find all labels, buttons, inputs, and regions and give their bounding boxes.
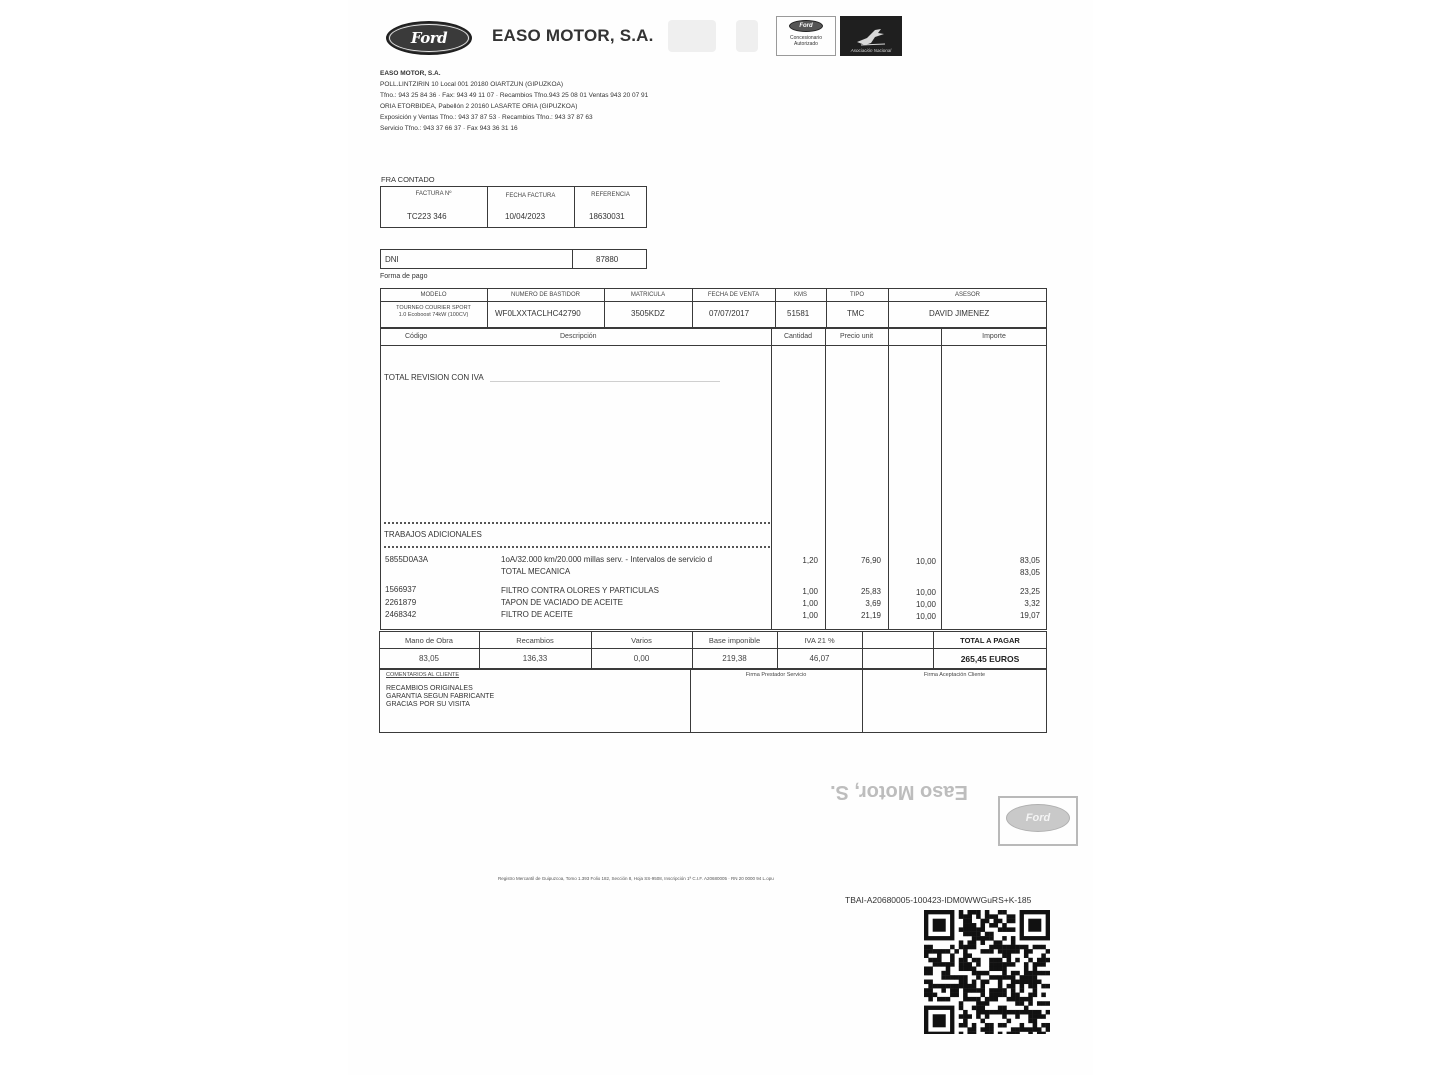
dealer-badge: [776, 16, 836, 56]
ford-logo: [386, 21, 472, 55]
referencia-value: 18630031: [589, 212, 625, 221]
labour-desc: 1oA/32.000 km/20.000 millas serv. - Intervalos de servicio d: [501, 555, 713, 564]
factura-label: FACTURA Nº: [415, 191, 452, 197]
items-header: Importe: [982, 333, 1006, 340]
mano-obra-value: 83,05: [418, 654, 440, 663]
part-discount: 10,00: [915, 600, 936, 609]
labour-price: 76,90: [860, 556, 881, 565]
vehicle-header: TIPO: [849, 292, 864, 298]
firma-prestador-label: Firma Prestador Servicio: [745, 672, 807, 678]
stamp-ford-logo: Ford: [1006, 804, 1070, 832]
dealer-badge-logo: Ford: [789, 20, 823, 32]
total-value: 265,45 EUROS: [960, 654, 1020, 664]
base-value: 219,38: [722, 654, 747, 663]
blurred-area: [736, 20, 758, 52]
vehicle-header: KMS: [793, 292, 807, 298]
association-badge: [840, 16, 902, 56]
part-qty: 1,00: [802, 611, 818, 620]
part-code: 1566937: [385, 585, 417, 594]
labour-amount: 83,05: [1019, 556, 1040, 565]
base-label: Base imponible: [708, 636, 761, 645]
total-label: TOTAL A PAGAR: [960, 636, 1020, 645]
items-header: Cantidad: [783, 333, 813, 340]
total-mecanica-value: 83,05: [1019, 568, 1040, 577]
registry-line: Registro Mercantil de Guipuzcoa, Tomo 1.393 Folio 182, Sección 8, Hoja SS-9508, Inscripción 1ª C.I.F. A20680005 · RN 20 0000 94 L.opu: [498, 876, 774, 881]
vehicle-model: TOURNEO COURIER SPORT: [396, 305, 471, 311]
varios-label: Varios: [631, 636, 652, 645]
part-desc: TAPON DE VACIADO DE ACEITE: [501, 598, 623, 607]
bird-icon: [851, 26, 891, 48]
labour-discount: 10,00: [915, 557, 936, 566]
vehicle-model-engine: 1.0 Ecoboost 74kW (100CV): [398, 312, 469, 318]
comment-line: GRACIAS POR SU VISITA: [386, 701, 470, 708]
dealer-badge-line: Concesionario: [790, 35, 822, 41]
iva-label: IVA 21 %: [804, 636, 835, 645]
vehicle-header: MATRICULA: [630, 292, 666, 298]
vehicle-vin: WF0LXXTACLHC42790: [495, 309, 581, 318]
vehicle-header: MODELO: [420, 292, 447, 298]
vehicle-kms: 51581: [787, 309, 810, 318]
varios-value: 0,00: [633, 654, 650, 663]
invoice-type: FRA CONTADO: [381, 175, 435, 184]
items-header: Código: [405, 333, 428, 340]
recambios-value: 136,33: [522, 654, 548, 663]
part-qty: 1,00: [802, 587, 818, 596]
company-name: EASO MOTOR, S.A.: [380, 70, 441, 77]
fecha-label: FECHA FACTURA: [505, 193, 556, 199]
factura-value: TC223 346: [407, 212, 447, 221]
items-header: Descripción: [560, 333, 597, 340]
blurred-area: [668, 20, 716, 52]
part-discount: 10,00: [915, 612, 936, 621]
recambios-label: Recambios: [516, 636, 554, 645]
referencia-label: REFERENCIA: [591, 192, 630, 198]
vehicle-header: ASESOR: [954, 292, 980, 298]
part-desc: FILTRO CONTRA OLORES Y PARTICULAS: [501, 586, 659, 595]
fecha-value: 10/04/2023: [505, 212, 546, 221]
company-title: EASO MOTOR, S.A.: [492, 26, 654, 45]
vehicle-header: NUMERO DE BASTIDOR: [510, 292, 580, 298]
vehicle-advisor: DAVID JIMENEZ: [929, 309, 990, 318]
part-price: 21,19: [860, 611, 881, 620]
comment-line: RECAMBIOS ORIGINALES: [386, 685, 473, 692]
comments-title: COMENTARIOS AL CLIENTE: [386, 672, 460, 678]
labour-qty: 1,20: [802, 556, 818, 565]
qr-code: [924, 910, 1050, 1034]
comments-list: [386, 685, 494, 709]
labour-code: 5855D0A3A: [385, 555, 429, 564]
company-stamp-text: Easo Motor, S.: [830, 781, 968, 803]
company-address-line: Exposición y Ventas Tfno.: 943 37 87 53 · Recambios Tfno.: 943 37 87 63: [380, 114, 593, 121]
part-amount: 19,07: [1019, 611, 1040, 620]
vehicle-type: TMC: [847, 309, 865, 318]
dni-label: DNI: [385, 255, 399, 264]
iva-value: 46,07: [809, 654, 830, 663]
part-price: 25,83: [860, 587, 881, 596]
tbai-code: TBAI-A20680005-100423-IDM0WWGuRS+K-185: [845, 895, 1032, 905]
part-code: 2468342: [385, 610, 417, 619]
vehicle-header: FECHA DE VENTA: [707, 292, 760, 298]
vehicle-sale-date: 07/07/2017: [709, 309, 750, 318]
mano-obra-label: Mano de Obra: [405, 636, 453, 645]
company-address-line: Tfno.: 943 25 84 36 · Fax: 943 49 11 07 · Recambios Tfno.943 25 08 01 Ventas 943 20 07 91: [380, 92, 649, 99]
part-qty: 1,00: [802, 599, 818, 608]
dealer-badge-line: Autorizado: [794, 41, 818, 47]
association-badge-text: Asociación Nacional: [850, 48, 892, 53]
total-revision-label: TOTAL REVISION CON IVA: [384, 373, 484, 382]
firma-cliente-label: Firma Aceptación Cliente: [923, 672, 986, 678]
part-amount: 23,25: [1019, 587, 1040, 596]
part-code: 2261879: [385, 598, 417, 607]
total-mecanica-label: TOTAL MECANICA: [501, 567, 571, 576]
comment-line: GARANTIA SEGUN FABRICANTE: [386, 693, 495, 700]
company-address-line: ORIA ETORBIDEA, Pabellón 2 20160 LASARTE ORIA (GIPUZKOA): [380, 103, 578, 110]
part-amount: 3,32: [1024, 599, 1040, 608]
company-address-line: Servicio Tfno.: 943 37 66 37 · Fax 943 36 31 16: [380, 125, 518, 132]
forma-pago-label: Forma de pago: [380, 273, 428, 280]
company-address-line: POLL.LINTZIRIN 10 Local 001 20180 OIARTZUN (GIPUZKOA): [380, 81, 564, 88]
part-discount: 10,00: [915, 588, 936, 597]
ford-logo-text: Ford: [389, 24, 469, 52]
vehicle-plate: 3505KDZ: [631, 309, 665, 318]
dni-value: 87880: [596, 255, 619, 264]
items-header: Precio unit: [839, 333, 874, 340]
part-price: 3,69: [865, 599, 881, 608]
trabajos-label: TRABAJOS ADICIONALES: [384, 530, 482, 539]
part-desc: FILTRO DE ACEITE: [501, 610, 573, 619]
